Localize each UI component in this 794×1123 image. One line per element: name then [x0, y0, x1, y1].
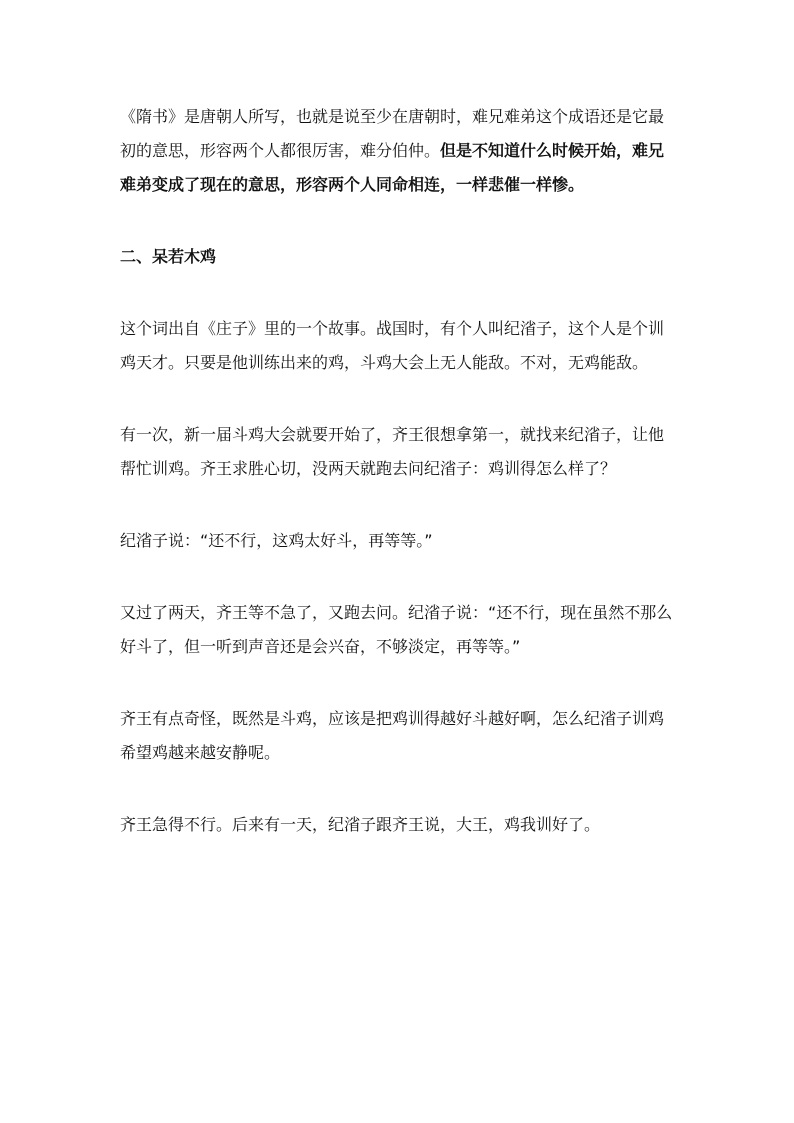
- paragraph-6: 齐王急得不行。后来有一天，纪渻子跟齐王说，大王，鸡我训好了。: [120, 815, 601, 834]
- paragraph-1: 这个词出自《庄子》里的一个故事。战国时，有个人叫纪渻子，这个人是个训鸡天才。只要是他训练出来的鸡，斗鸡大会上无人能敌。不对，无鸡能敌。: [120, 319, 665, 372]
- paragraph-2: 有一次，新一届斗鸡大会就要开始了，齐王很想拿第一，就找来纪渻子，让他帮忙训鸡。齐王求胜心切，没两天就跑去问纪渻子：鸡训得怎么样了？: [120, 425, 665, 478]
- paragraph-intro-bold: 但是不知道什么时候开始，难兄难弟变成了现在的意思，形容两个人同命相连，一样悲催一样惨。: [120, 141, 665, 194]
- paragraph-4: 又过了两天，齐王等不急了，又跑去问。纪渻子说：“还不行，现在虽然不那么好斗了，但一听到声音还是会兴奋，不够淡定，再等等。”: [120, 603, 673, 656]
- section-heading: 二、呆若木鸡: [120, 247, 217, 266]
- paragraph-5: 齐王有点奇怪，既然是斗鸡，应该是把鸡训得越好斗越好啊，怎么纪渻子训鸡希望鸡越来越安静呢。: [120, 709, 665, 762]
- paragraph-3: 纪渻子说：“还不行，这鸡太好斗，再等等。”: [120, 531, 433, 550]
- paragraph-intro-normal: 《隋书》是唐朝人所写，也就是说至少在唐朝时，难兄难弟这个成语还是它最初的意思，形容两个人都很厉害，难分伯仲。: [120, 107, 665, 160]
- paragraph-intro: [120, 100, 676, 202]
- document-body: [120, 100, 676, 842]
